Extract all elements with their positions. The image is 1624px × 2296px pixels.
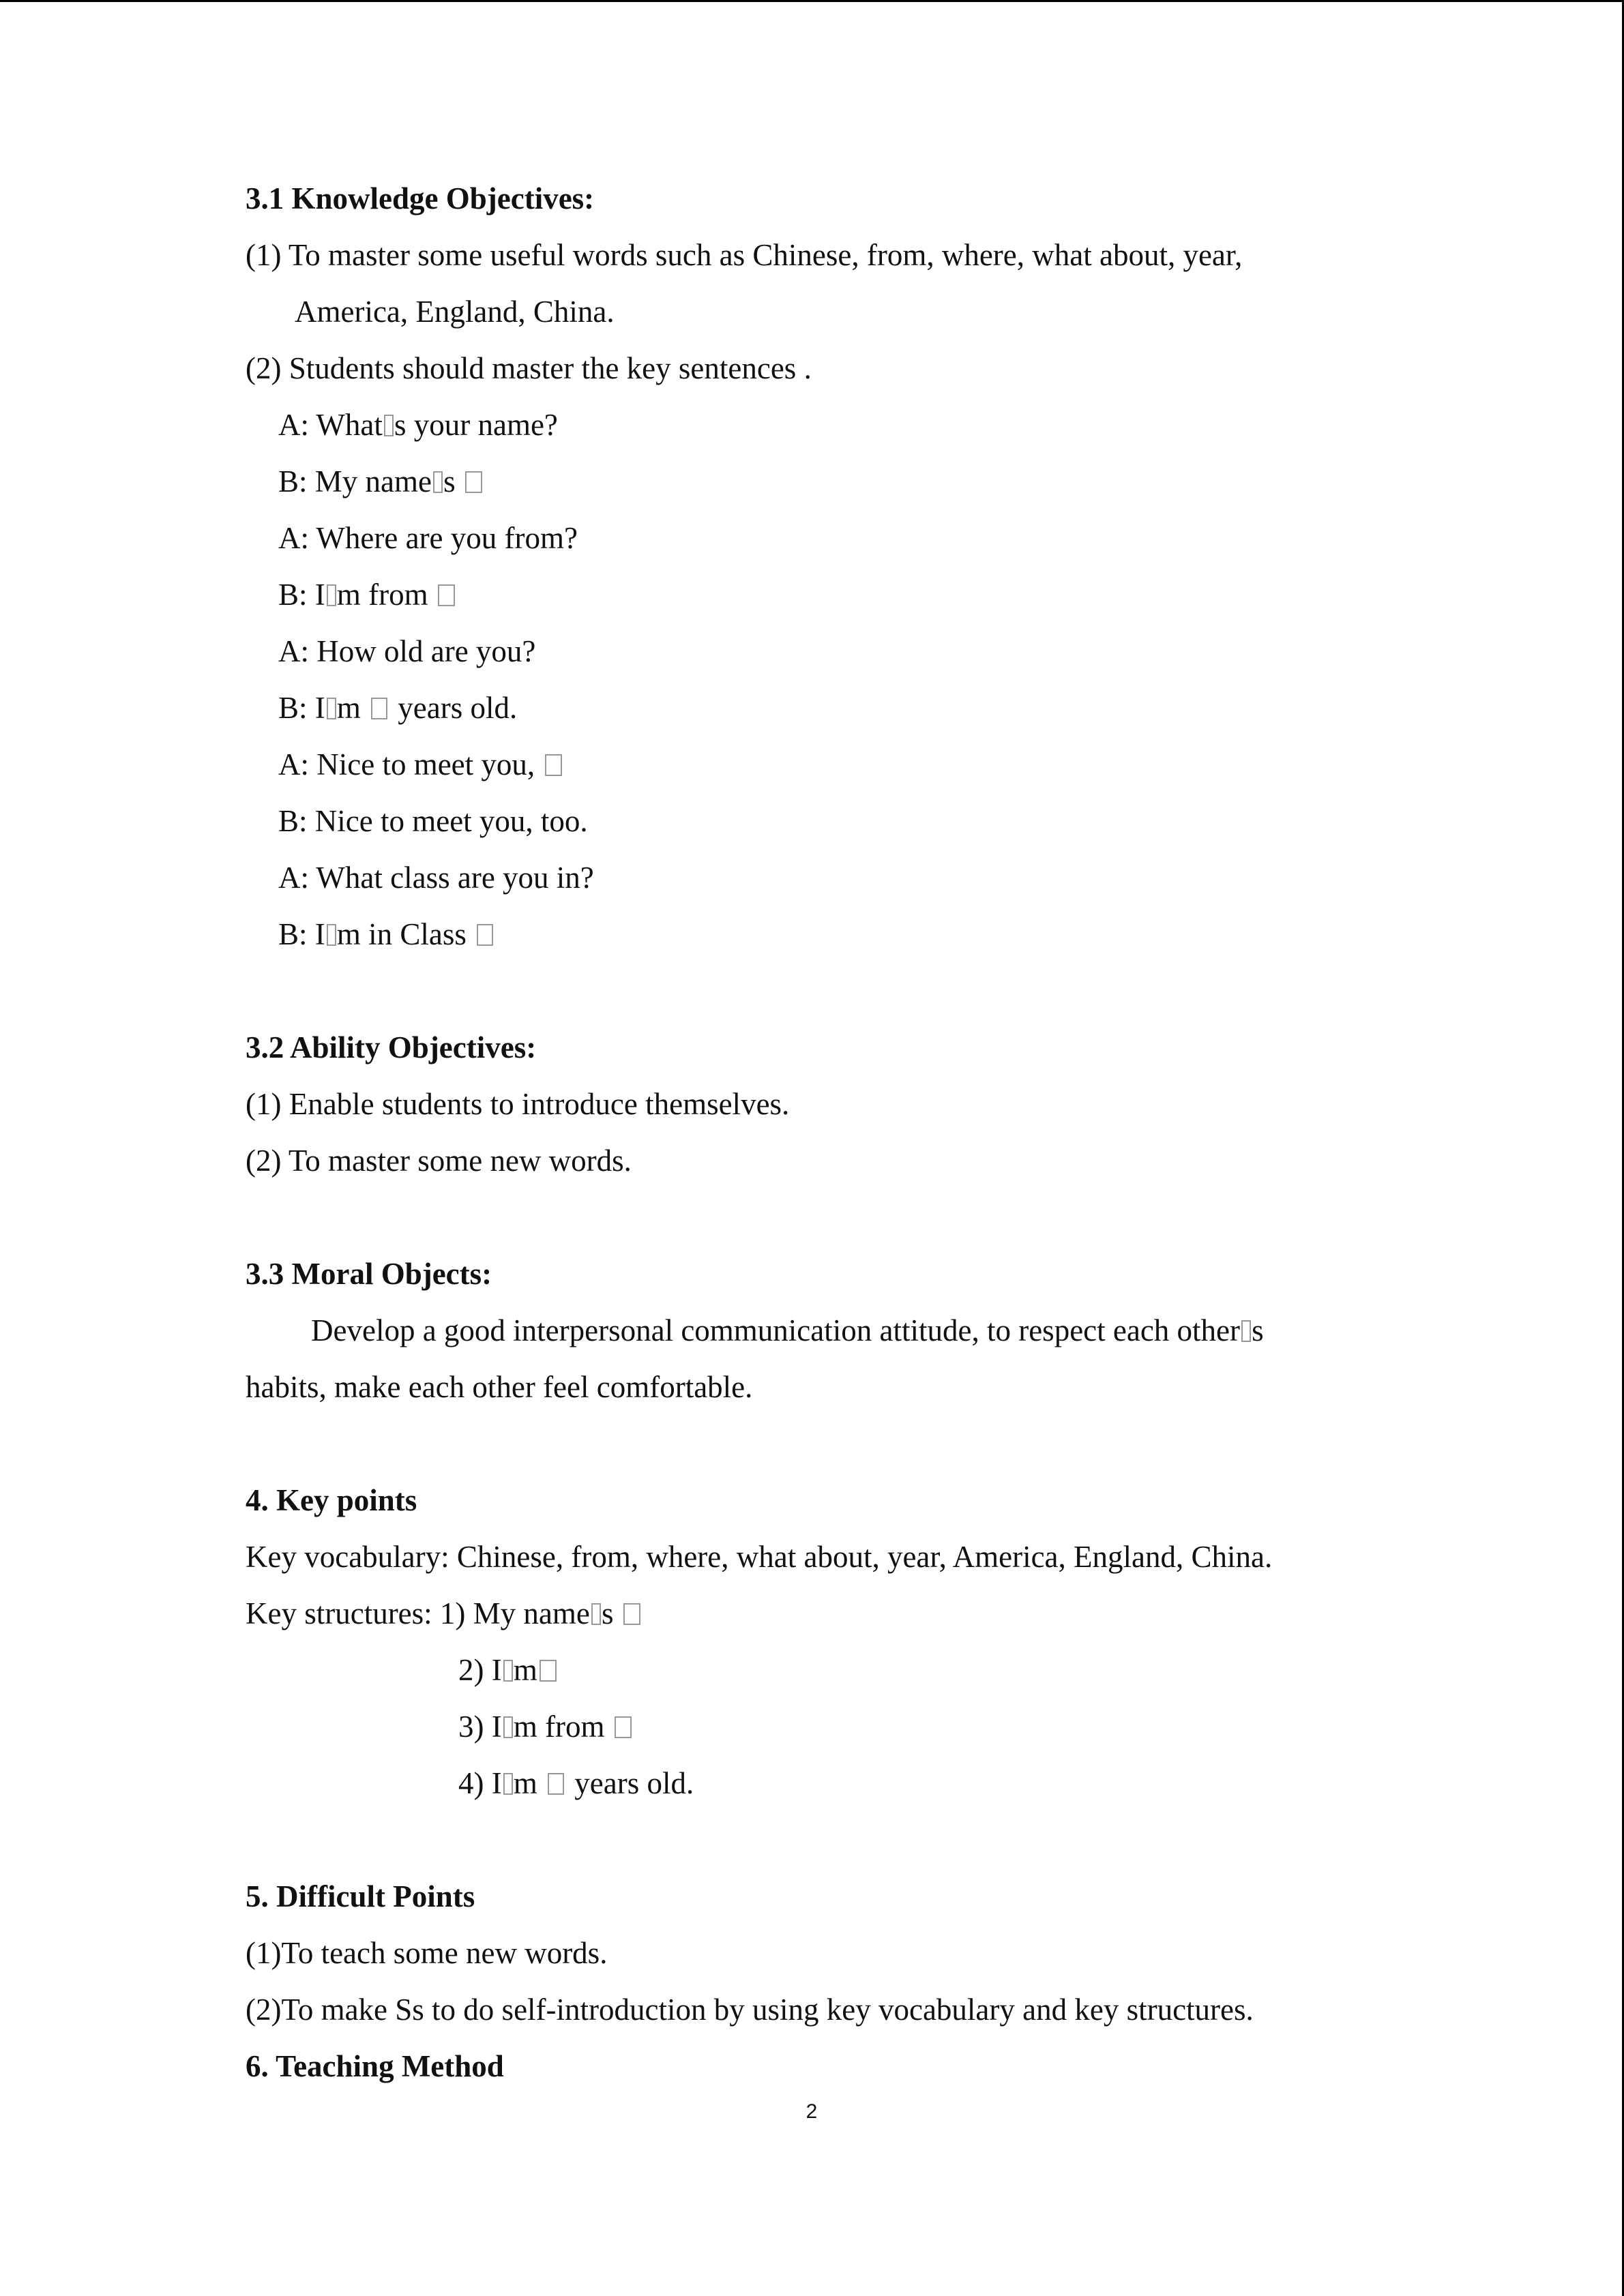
paragraph-line [246, 1302, 1419, 1359]
dialog-text: B: My name [278, 464, 432, 498]
missing-glyph-icon [503, 1660, 513, 1682]
document-page [246, 170, 1419, 2095]
missing-glyph-icon [1241, 1320, 1251, 1342]
blank-box-icon [540, 1660, 557, 1682]
dialog-text: A: What [278, 408, 383, 442]
paragraph-text: s [1252, 1313, 1264, 1347]
dialog-text: B: I [278, 578, 325, 612]
structure-text: Key structures: 1) My name [246, 1596, 590, 1630]
missing-glyph-icon [384, 415, 394, 436]
missing-glyph-icon [503, 1773, 513, 1795]
spacer [246, 1812, 1419, 1868]
spacer [246, 1416, 1419, 1472]
difficult-point-item: (1)To teach some new words. [246, 1936, 608, 1970]
dialog-line: A: Where are you from? [278, 521, 578, 555]
spacer [246, 1189, 1419, 1246]
structure-text: s [601, 1596, 621, 1630]
page-number: 2 [806, 2100, 818, 2123]
dialog-text: m [336, 691, 369, 725]
spacer [246, 963, 1419, 1019]
objective-item: (1) Enable students to introduce themselves. [246, 1087, 790, 1121]
dialog-text: B: I [278, 917, 325, 951]
key-structure-line [246, 1699, 1419, 1755]
structure-text: 4) I [458, 1766, 502, 1800]
key-structure-line [246, 1642, 1419, 1699]
dialog-text: years old. [390, 691, 518, 725]
dialog-text: B: I [278, 691, 325, 725]
dialog-line: A: How old are you? [278, 634, 536, 668]
objective-item: (1) To master some useful words such as Chinese, from, where, what about, year, [246, 238, 1243, 272]
blank-box-icon [371, 698, 388, 719]
dialog-line: B: Nice to meet you, too. [278, 804, 588, 838]
key-structure-line [246, 1585, 1419, 1642]
dialog-text: m from [336, 578, 436, 612]
blank-box-icon [615, 1716, 632, 1738]
missing-glyph-icon [591, 1603, 601, 1625]
blank-box-icon [623, 1603, 640, 1625]
section-6-heading: 6. Teaching Method [246, 2049, 504, 2083]
objective-item-continued: America, England, China. [295, 295, 615, 329]
key-vocabulary: Key vocabulary: Chinese, from, where, what about, year, America, England, China. [246, 1540, 1273, 1574]
section-3-1-heading: 3.1 Knowledge Objectives: [246, 181, 595, 215]
dialog-line [246, 680, 1419, 736]
structure-text: m [513, 1653, 537, 1687]
top-border-line [0, 0, 1624, 2]
missing-glyph-icon [327, 924, 336, 946]
structure-text: m from [513, 1710, 612, 1744]
dialog-line [246, 397, 1419, 453]
blank-box-icon [548, 1773, 565, 1795]
section-5-heading: 5. Difficult Points [246, 1879, 475, 1913]
dialog-text: m in Class [336, 917, 475, 951]
blank-box-icon [465, 471, 482, 493]
difficult-point-item: (2)To make Ss to do self-introduction by using key vocabulary and key structures. [246, 1993, 1254, 2027]
key-structure-line [246, 1755, 1419, 1812]
section-4-heading: 4. Key points [246, 1483, 417, 1517]
dialog-line [246, 906, 1419, 963]
structure-text: 2) I [458, 1653, 502, 1687]
blank-box-icon [545, 754, 562, 776]
dialog-line [246, 736, 1419, 793]
dialog-text: s [443, 464, 463, 498]
paragraph-text: Develop a good interpersonal communication attitude, to respect each other [311, 1313, 1241, 1347]
missing-glyph-icon [503, 1716, 513, 1738]
dialog-text: A: Nice to meet you, [278, 747, 543, 781]
objective-item: (2) To master some new words. [246, 1144, 632, 1178]
dialog-line: A: What class are you in? [278, 861, 594, 895]
section-3-2-heading: 3.2 Ability Objectives: [246, 1030, 537, 1064]
structure-text: 3) I [458, 1710, 502, 1744]
blank-box-icon [438, 584, 455, 606]
missing-glyph-icon [327, 698, 336, 719]
structure-text: years old. [567, 1766, 694, 1800]
dialog-text: s your name? [394, 408, 558, 442]
section-3-3-heading: 3.3 Moral Objects: [246, 1257, 492, 1291]
missing-glyph-icon [433, 471, 443, 493]
objective-item: (2) Students should master the key sentences . [246, 351, 812, 385]
dialog-line [246, 567, 1419, 623]
paragraph-line: habits, make each other feel comfortable. [246, 1370, 753, 1404]
blank-box-icon [477, 924, 494, 946]
dialog-line [246, 453, 1419, 510]
missing-glyph-icon [327, 584, 336, 606]
structure-text: m [513, 1766, 546, 1800]
